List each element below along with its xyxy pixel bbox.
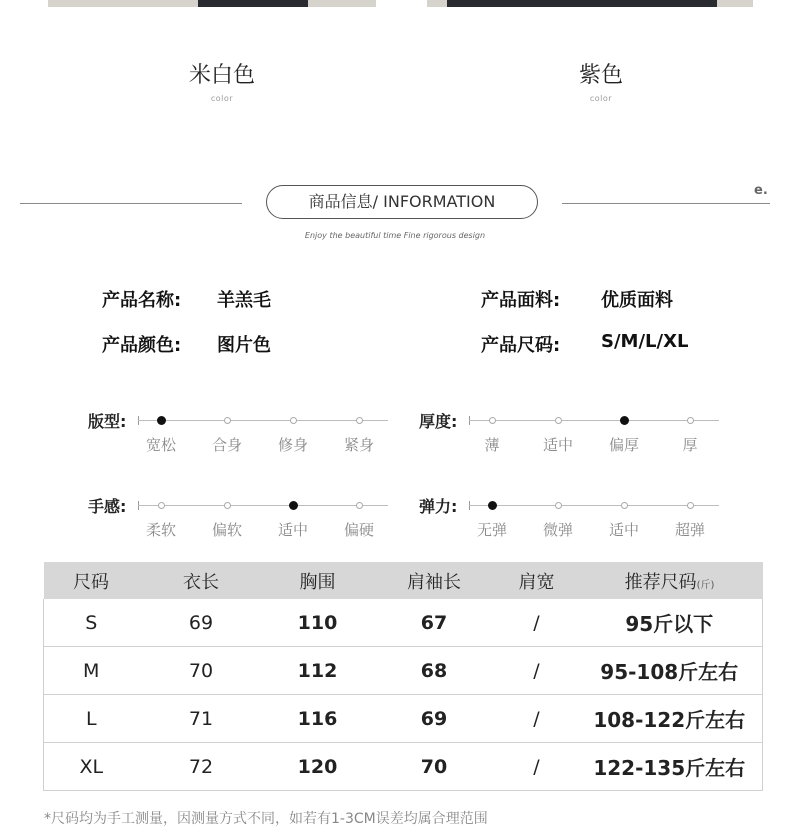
cell-recommend: 108-122斤左右 [577,695,763,743]
scale-option-label: 修身 [277,436,308,454]
cell-size: S [44,599,139,647]
cell-shoulder: / [497,647,577,695]
product-photo-left [48,0,376,7]
cell-sleeve: 67 [372,599,497,647]
scale-dot [158,502,165,509]
scale-dot [687,417,694,424]
scale-track [138,505,388,506]
size-table [43,562,763,791]
header-size: 尺码 [44,562,139,599]
scale-option-label: 合身 [211,436,242,454]
info-color-label: 产品颜色: [102,335,182,356]
header-length: 衣长 [139,562,264,599]
scale-track [469,505,719,506]
scale-dot [290,417,297,424]
color-sub-1: color [210,94,234,103]
header-chest: 胸围 [264,562,372,599]
cell-shoulder: / [497,599,577,647]
cell-chest: 120 [264,743,372,791]
scale-option-label: 宽松 [145,436,176,454]
cell-shoulder: / [497,695,577,743]
scale-title: 版型: [88,412,127,431]
cell-recommend: 95-108斤左右 [577,647,763,695]
info-color-value: 图片色 [217,335,271,356]
scale-title: 手感: [88,497,127,516]
size-row [44,647,763,695]
scale-option-label: 偏软 [211,521,242,539]
scale-option-label: 紧身 [343,436,374,454]
scale-dot-selected [157,416,166,425]
color-name-1: 米白色 [188,63,255,88]
scale-option-label: 薄 [484,436,500,454]
header-recommend-label: 推荐尺码 [624,571,697,593]
section-divider-right [562,203,770,204]
section-title: 商品信息/ INFORMATION [266,185,538,219]
scale-dot [356,502,363,509]
cell-size: L [44,695,139,743]
cell-length: 69 [139,599,264,647]
cell-chest: 110 [264,599,372,647]
scale-track [138,420,388,421]
scale-dot [687,502,694,509]
scale-track [469,420,719,421]
cell-chest: 112 [264,647,372,695]
scale-option-label: 适中 [542,436,573,454]
cell-length: 70 [139,647,264,695]
info-fabric-value: 优质面料 [601,290,673,311]
scale-dot [224,417,231,424]
cell-shoulder: / [497,743,577,791]
size-table-header [44,562,763,599]
product-photo-right [427,0,753,7]
cell-chest: 116 [264,695,372,743]
scale-option-label: 厚 [682,436,698,454]
cell-sleeve: 69 [372,695,497,743]
section-tagline: Enjoy the beautiful time Fine rigorous design [304,231,486,240]
scale-option-label: 适中 [277,521,308,539]
scale-title: 厚度: [419,412,458,431]
scale-option-label: 偏硬 [343,521,374,539]
scale-dot-selected [620,416,629,425]
scale-dot-selected [289,501,298,510]
cell-recommend: 122-135斤左右 [577,743,763,791]
scale-option-label: 无弹 [476,521,507,539]
info-fabric-label: 产品面料: [481,290,561,311]
scale-dot [489,417,496,424]
section-divider-left [20,203,242,204]
scale-dot [224,502,231,509]
cell-sleeve: 70 [372,743,497,791]
scale-option-label: 超弹 [674,521,705,539]
cell-size: M [44,647,139,695]
size-row [44,695,763,743]
scale-option-label: 微弹 [542,521,573,539]
scale-dot [621,502,628,509]
cell-size: XL [44,743,139,791]
header-recommend [577,562,763,599]
color-sub-2: color [589,94,613,103]
info-size-value: S/M/L/XL [601,331,689,352]
measurement-note: *尺码均为手工测量，因测量方式不同，如若有1-3CM误差均属合理范围 [44,811,488,827]
info-name-label: 产品名称: [102,290,182,311]
scale-title: 弹力: [419,497,458,516]
info-name-value: 羊羔毛 [217,290,271,311]
color-name-2: 紫色 [578,63,623,88]
scale-dot [555,502,562,509]
cell-length: 71 [139,695,264,743]
scale-dot-selected [488,501,497,510]
header-sleeve: 肩袖长 [372,562,497,599]
header-recommend-unit: (斤) [696,579,715,591]
scale-option-label: 适中 [608,521,639,539]
info-size-label: 产品尺码: [481,335,561,356]
scale-option-label: 柔软 [145,521,176,539]
scale-dot [356,417,363,424]
cell-sleeve: 68 [372,647,497,695]
cell-length: 72 [139,743,264,791]
decorative-mark: e. [754,183,768,198]
scale-option-label: 偏厚 [608,436,639,454]
size-row [44,743,763,791]
header-shoulder: 肩宽 [497,562,577,599]
cell-recommend: 95斤以下 [577,599,763,647]
scale-dot [555,417,562,424]
size-row [44,599,763,647]
